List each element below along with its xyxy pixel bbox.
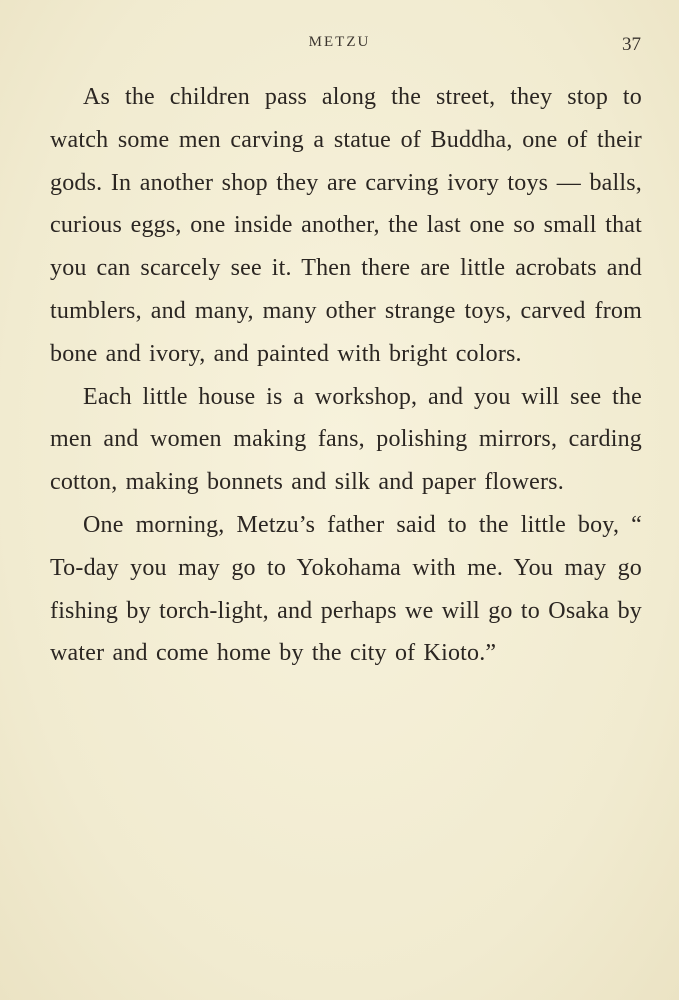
paragraph-1: As the children pass along the street, they stop to watch some men carving a statue of Buddha, one of their gods. In another shop they are carving ivory toys — balls, curious eggs, one inside another, the last one so small that you can scarcely see it. Then there are little acrobats and tumblers, and many, many other strange toys, carved from bone and ivory, and painted with bright colors. <box>50 84 642 367</box>
page-number: 37 <box>622 34 641 55</box>
paragraph-2: Each little house is a workshop, and you will see the men and women making fans, polishing mirrors, carding cotton, making bonnets and silk and paper flowers. <box>50 383 642 496</box>
running-title: METZU <box>308 34 371 50</box>
body-text <box>50 76 642 675</box>
paragraph-3: One morning, Metzu’s father said to the little boy, “ To-day you may go to Yokohama with me. You may go fishing by torch-light, and perhaps we will go to Osaka by water and come home by the city of Kioto.” <box>50 511 642 667</box>
running-head <box>0 34 679 58</box>
